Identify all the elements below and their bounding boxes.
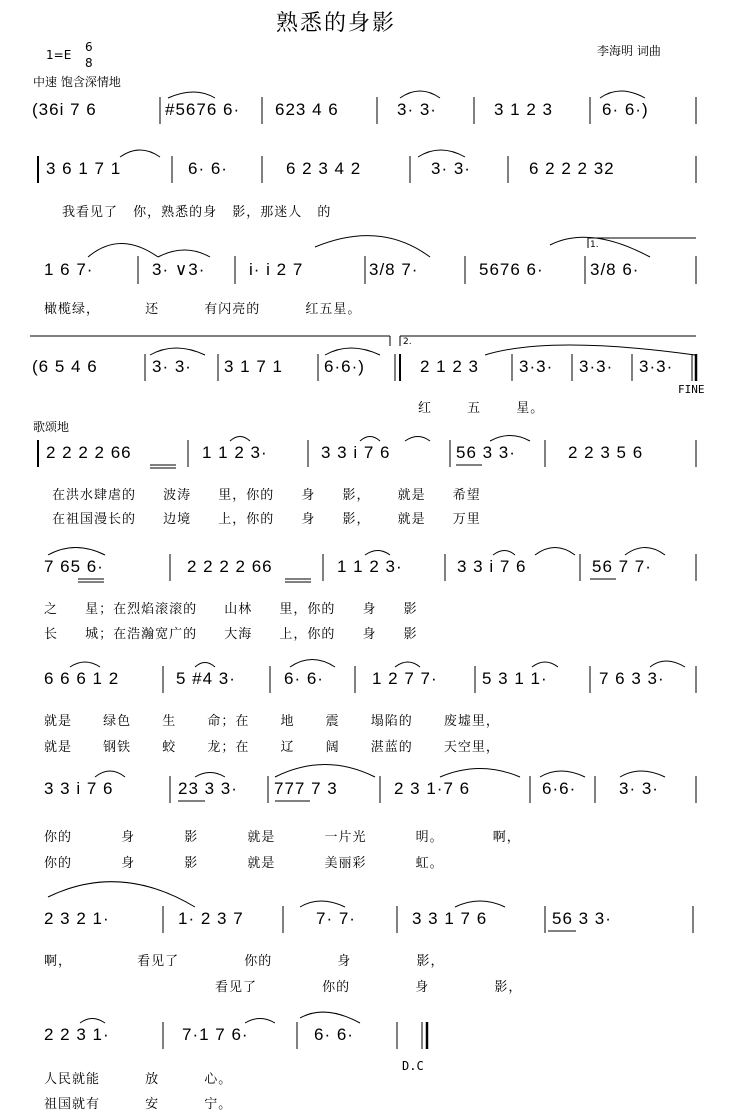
measure-6-5: 56 7 7·: [592, 557, 652, 576]
credit: 李海明 词曲: [597, 44, 661, 58]
measure-1-2: #5676 6·: [165, 100, 241, 119]
measure-3-5: 5676 6·: [479, 260, 544, 279]
measure-10-3: 6· 6·: [314, 1025, 354, 1044]
row-9-lyrics-verse-1: 啊， 看见了 你的 身 影，: [44, 954, 445, 969]
measure-4-2: 3· 3·: [152, 357, 192, 376]
measure-2-2: 6· 6·: [188, 159, 228, 178]
measure-5-1: 2 2 2 2 66: [46, 443, 132, 462]
measure-3-4: 3/8 7·: [369, 260, 419, 279]
tempo-marking: 中速 饱含深情地: [33, 75, 121, 89]
row-10-lyrics-verse-1: 人民就能 放 心。: [44, 1072, 233, 1087]
measure-2-5: 6 2 2 2 32: [529, 159, 615, 178]
row-7-lyrics-verse-2: 就是 钢铁 蛟 龙；在 辽 阔 湛蓝的 天空里，: [44, 740, 500, 755]
measure-3-3: i· i 2 7: [249, 260, 304, 279]
measure-4-4: 6·6·): [324, 357, 365, 376]
row-2-lyrics: 我看见了 你，熟悉的身 影，那迷人 的: [62, 205, 332, 220]
measure-4-7: 3·3·: [579, 357, 614, 376]
row-5-lyrics-verse-1: 在洪水肆虐的 波涛 里，你的 身 影， 就是 希望: [52, 488, 481, 503]
row-9-lyrics-verse-2: 看见了 你的 身 影，: [215, 980, 523, 995]
measure-8-1: 3 3 i 7 6: [44, 779, 114, 798]
row-7-lyrics-verse-1: 就是 绿色 生 命；在 地 震 塌陷的 废墟里，: [44, 714, 500, 729]
key-signature: 1=E: [46, 48, 72, 62]
measure-1-3: 623 4 6: [275, 100, 339, 119]
fine-marker: FINE: [678, 383, 705, 396]
measure-4-5: 2 1 2 3: [420, 357, 479, 376]
row-6-lyrics-verse-2: 长 城；在浩瀚宽广的 大海 上，你的 身 影: [44, 627, 418, 642]
measure-7-2: 5 #4 3·: [176, 669, 236, 688]
measure-4-1: (6 5 4 6: [32, 357, 98, 376]
measure-9-2: 1· 2 3 7: [178, 909, 244, 928]
measure-2-1: 3 6 1 7 1: [46, 159, 122, 178]
row-4-lyrics: 红 五 星。: [418, 401, 545, 416]
measure-6-2: 2 2 2 2 66: [187, 557, 273, 576]
measure-2-4: 3· 3·: [431, 159, 471, 178]
measure-9-4: 3 3 1 7 6: [412, 909, 488, 928]
row-10-lyrics-verse-2: 祖国就有 安 宁。: [44, 1097, 233, 1112]
measure-3-6: 3/8 6·: [590, 260, 640, 279]
measure-6-3: 1 1 2 3·: [337, 557, 403, 576]
row-6-lyrics-verse-1: 之 星；在烈焰滚滚的 山林 里，你的 身 影: [44, 602, 418, 617]
measure-5-5: 2 2 3 5 6: [568, 443, 644, 462]
measure-7-1: 6 6 6 1 2: [44, 669, 120, 688]
measure-1-4: 3· 3·: [397, 100, 437, 119]
measure-5-3: 3 3 i 7 6: [321, 443, 391, 462]
measure-1-5: 3 1 2 3: [494, 100, 553, 119]
measure-8-4: 2 3 1·7 6: [394, 779, 471, 798]
row-3-lyrics: 橄榄绿， 还 有闪亮的 红五星。: [44, 302, 362, 317]
measure-9-1: 2 3 2 1·: [44, 909, 110, 928]
volta-2-label: 2.: [403, 337, 412, 347]
style-marking: 歌颂地: [33, 420, 70, 434]
song-title: 熟悉的身影: [276, 11, 397, 36]
measure-7-5: 5 3 1 1·: [482, 669, 548, 688]
measure-8-5: 6·6·: [542, 779, 577, 798]
measure-4-8: 3·3·: [639, 357, 674, 376]
measure-4-6: 3·3·: [519, 357, 554, 376]
volta-1-label: 1.: [590, 240, 599, 250]
measure-3-2: 3· ∨3·: [152, 260, 206, 279]
measure-8-2: 23 3 3·: [178, 779, 238, 798]
measure-1-1: (36i 7 6: [32, 100, 97, 119]
measure-5-2: 1 1 2 3·: [202, 443, 268, 462]
measure-6-4: 3 3 i 7 6: [457, 557, 527, 576]
measure-6-1: 7 65 6·: [44, 557, 104, 576]
row-5-lyrics-verse-2: 在祖国漫长的 边境 上，你的 身 影， 就是 万里: [52, 512, 481, 527]
measure-1-6: 6· 6·): [602, 100, 649, 119]
measure-2-3: 6 2 3 4 2: [286, 159, 362, 178]
measure-8-3: 777 7 3: [274, 779, 338, 798]
measure-5-4: 56 3 3·: [456, 443, 516, 462]
measure-7-4: 1 2 7 7·: [372, 669, 438, 688]
measure-7-3: 6· 6·: [284, 669, 324, 688]
measure-8-6: 3· 3·: [619, 779, 659, 798]
time-signature-bottom: 8: [85, 56, 93, 70]
measure-10-1: 2 2 3 1·: [44, 1025, 110, 1044]
measure-3-1: 1 6 7·: [44, 260, 94, 279]
measure-10-2: 7·1 7 6·: [182, 1025, 249, 1044]
time-signature-top: 6: [85, 40, 93, 54]
measure-7-6: 7 6 3 3·: [599, 669, 665, 688]
measure-9-5: 56 3 3·: [552, 909, 612, 928]
dc-marker: D.C: [402, 1059, 424, 1073]
row-8-lyrics-verse-1: 你的 身 影 就是 一片光 明。 啊，: [44, 830, 521, 845]
measure-4-3: 3 1 7 1: [224, 357, 283, 376]
measure-9-3: 7· 7·: [316, 909, 356, 928]
row-8-lyrics-verse-2: 你的 身 影 就是 美丽彩 虹。: [44, 856, 444, 871]
